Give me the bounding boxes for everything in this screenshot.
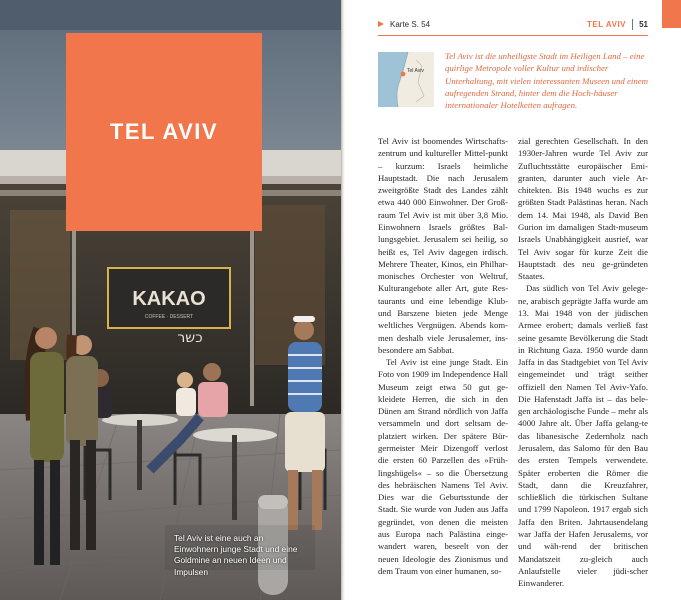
kakao-subsign: COFFEE · DESSERT: [144, 314, 194, 320]
page-tab-marker: [662, 0, 681, 28]
page-number: 51: [639, 20, 648, 29]
locator-map-icon: [378, 52, 434, 107]
region-label: TEL AVIV: [587, 20, 626, 29]
body-column-left: [378, 135, 508, 577]
title-box: [66, 33, 262, 231]
body-paragraph: Das südlich von Tel Aviv gelege-ne, arabisch geprägte Jaffa wurde am 13. Mai 1948 von der jüdischen Armee erobert; damals verließ fast seine gesamte Bevölkerung die Stadt in Richtung Gaza. 1950 wurde dann Jaffa in das Stadtgebiet von Tel Aviv eingemeindet und trägt seither offiziell den Namen Tel Aviv-Yafo. Die Hafenstadt Jaffa ist – das bele-gen archäologische Funde – mehr als 4000 Jahre alt. Über Jaffa gelang-te das libanesische Zedernholz nach Jerusalem, das Salomo für den Bau des ersten Tempels verwendete. Später eroberten die Römer die Stadt, dann die Kreuzfahrer, schließlich die türkischen Sultane und 1799 Napoleon. 1917 ergab sich Jaffa den Briten. Jahrtausendelang war Jaffa der Hafen Jerusalems, vor und wäh-rend der britischen Mandatszeit zu-gleich auch Anlaufstelle vieler jüdi-scher Einwanderer.: [518, 283, 648, 589]
page-gutter: [341, 0, 345, 600]
header-separator: [632, 19, 633, 30]
photo-caption: Tel Aviv ist eine auch an Einwohnern junge Stadt und eine Goldmine an neuen Ideen und Impulsen: [174, 533, 298, 577]
body-column-right: [518, 135, 648, 589]
body-paragraph: zial gerechten Gesellschaft. In den 1930er-Jahren wurde Tel Aviv zur Zufluchtsstätte europäischer Emi-granten, darunter auch viele Ar-chitekten. Bis 1948 wuchs es zur größten Stadt Palästinas heran. Nach dem 14. Mai 1948, als David Ben Gurion im damaligen Stadt-museum Israels Unabhängigkeit ausrief, war Tel Aviv sogar für kurze Zeit die Hauptstadt des neu ge-gründeten Staates.: [518, 136, 648, 282]
page-title: TEL AVIV: [109, 119, 219, 144]
intro-paragraph: Tel Aviv ist die unheiligste Stadt im Heiligen Land – eine quirlige Metropole voller Kultur und irdischer Unterhaltung, mit vielen interessanten Museen und einem aufregenden Strand, hinter dem die Hoch-häuser internationaler Hotelketten aufragen.: [445, 51, 649, 111]
body-paragraph: Tel Aviv ist eine junge Stadt. Ein Foto von 1909 im Independence Hall Museum zeigt etwa 50 gut ge-kleidete Herren, die sich in den Dünen am Strand nördlich von Jaffa versammeln und dort seltsam de-platziert wirken. Der spätere Bür-germeister Meir Dizengoff verlost die ersten 60 Parzellen des »Früh-lingshügels« – so die Übersetzung des hebräischen Namens Tel Aviv. Dies war die Geburtsstunde der Stadt. Sie wurde von Juden aus Jaffa gegründet, von denen die meisten aus Europa nach Palästina einge-wandert waren, beseelt von der neuen Ideologie des Zionismus und dem Traum von einer humanen, so-: [378, 357, 508, 576]
hebrew-sign: כשר: [177, 330, 203, 346]
body-paragraph: Tel Aviv ist boomendes Wirtschafts-zentrum und kultureller Mittel-punkt – kurzum: Israels heimliche Hauptstadt. Die nach Jerusalem zweitgrößte Stadt des Landes zählt etwa 440 000 Einwohner. Der Groß-raum Tel Aviv ist mit über 3,8 Mio. Einwohnern Israels größtes Bal-lungsgebiet. Jerusalem sei heilig, so heißt es, Tel Aviv dagegen irdisch. Mehrere Theater, Kinos, ein Philhar-monisches Orchester von Weltruf, Kulturangebote aller Art, gute Res-taurants und eine lebendige Klub- und Barszene bieten jede Menge weltliches Vergnügen. Abends kom-men deshalb viele Jerusalemer, ins-besondere am Sabbat.: [378, 136, 508, 355]
mini-map-label: Tel Aviv: [407, 68, 424, 74]
map-reference-link[interactable]: Karte S. 54: [390, 20, 431, 29]
running-header: [378, 18, 648, 32]
header-rule: [378, 35, 648, 36]
arrow-right-icon: [378, 21, 384, 27]
kakao-sign: KAKAO: [132, 288, 206, 310]
